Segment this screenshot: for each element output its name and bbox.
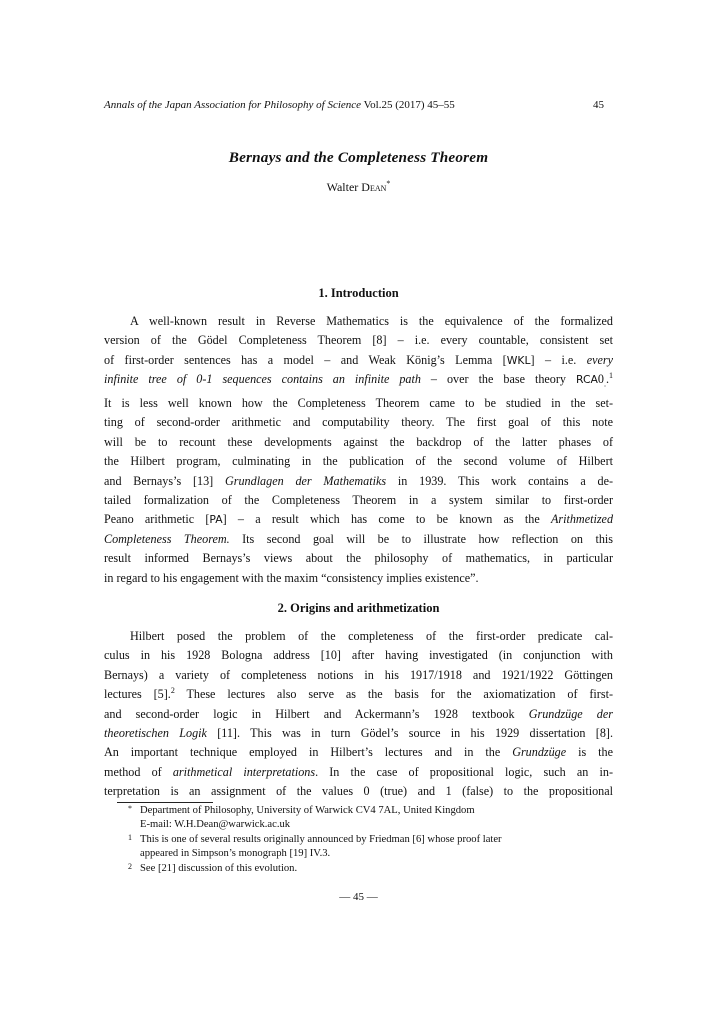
text-line-logik: theoretischen Logik [11]. This was in turn Gödel’s source in his 1929 dissertation [8]. [104, 726, 613, 741]
text-line: It is less well known how the Completeness Theorem came to be studied in the set- [104, 396, 613, 411]
footnote-mark: * [128, 804, 132, 813]
footnote-line: E-mail: W.H.Dean@warwick.ac.uk [140, 819, 291, 831]
text-line: terpretation is an assignment of the values 0 (true) and 1 (false) to the propositional [104, 784, 613, 799]
paragraph-origins [104, 627, 613, 802]
paragraph-introduction [104, 312, 613, 588]
text-line-pa: Peano arithmetic [PA] – a result which has come to be known as the Arithmetized [104, 512, 614, 527]
section-heading-introduction: 1. Introduction [318, 286, 399, 300]
text-line: Bernays) a variety of completeness notions in his 1917/1918 and 1921/1922 Göttingen [104, 667, 613, 682]
page-folio: — 45 — [339, 891, 378, 903]
author-footnote-mark: * [386, 179, 391, 188]
text-line: result informed Bernays’s views about the philosophy of mathematics, in particular [104, 551, 613, 566]
text-line-grundzuge: and second-order logic in Hilbert and Ackermann’s 1928 textbook Grundzüge der [104, 706, 613, 721]
journal-volume: Vol.25 (2017) 45–55 [363, 99, 455, 111]
text-line-wkl: of first-order sentences has a model – and Weak König’s Lemma [WKL] – i.e. every [104, 352, 613, 367]
footnote-2 [117, 862, 617, 876]
text-line: Hilbert posed the problem of the completeness of the first-order predicate cal- [130, 629, 613, 643]
footnote-line: See [21] discussion of this evolution. [140, 862, 298, 874]
section-heading-origins: 2. Origins and arithmetization [277, 601, 440, 615]
footnote-1 [117, 833, 617, 862]
text-line: culus in his 1928 Bologna address [10] after having investigated (in conjunction with [104, 648, 613, 663]
footnote-line: appeared in Simpson’s monograph [19] IV.3. [140, 848, 331, 860]
author-first-name: Walter [326, 180, 359, 194]
text-line-grundlagen: and Bernays’s [13] Grundlagen der Mathematiks in 1939. This work contains a de- [104, 473, 614, 488]
text-line: A well-known result in Reverse Mathematics is the equivalence of the formalized [130, 314, 613, 328]
text-line-act: Completeness Theorem. Its second goal will be to illustrate how reflection on this [104, 531, 613, 546]
footnote-line: Department of Philosophy, University of Warwick CV4 7AL, United Kingdom [140, 805, 475, 816]
text-line-rca: infinite tree of 0-1 sequences contains an infinite path – over the base theory $RCA0_..^1$ [104, 371, 613, 389]
author-line [104, 180, 613, 195]
footnote-affiliation [117, 804, 617, 833]
footnote-mark: 2 [128, 861, 132, 871]
text-line-lectures: lectures [5].$^2$ These lectures also serve as the basis for the axiomatization of first- [104, 686, 613, 702]
text-line: version of the Gödel Completeness Theorem [8] – i.e. every countable, consistent set [104, 333, 613, 348]
running-head [104, 99, 604, 111]
author-last-name: Dean [361, 180, 387, 194]
paper-title: Bernays and the Completeness Theorem [228, 149, 489, 166]
text-line-grundzuge-2: An important technique employed in Hilbert’s lectures and in the Grundzüge is the [104, 745, 614, 760]
footnotes [117, 804, 617, 876]
page-number: 45 [593, 99, 604, 111]
text-line: the Hilbert program, culminating in the publication of the second volume of Hilbert [104, 454, 613, 469]
footnote-mark: 1 [128, 832, 132, 842]
text-line: ting of second-order arithmetic and computability theory. The first goal of this note [104, 415, 613, 430]
journal-name: Annals of the Japan Association for Philosophy of Science [104, 99, 362, 111]
text-line: will be to recount these developments against the backdrop of the latter phases of [104, 434, 613, 449]
footnote-line: This is one of several results originally announced by Friedman [6] whose proof later [140, 833, 502, 845]
text-line-interpretations: method of arithmetical interpretations. In the case of propositional logic, such an in- [104, 764, 613, 779]
text-line: tailed formalization of the Completeness Theorem in a system similar to first-order [104, 493, 613, 508]
text-line: in regard to his engagement with the maxim “consistency implies existence”. [104, 570, 479, 585]
